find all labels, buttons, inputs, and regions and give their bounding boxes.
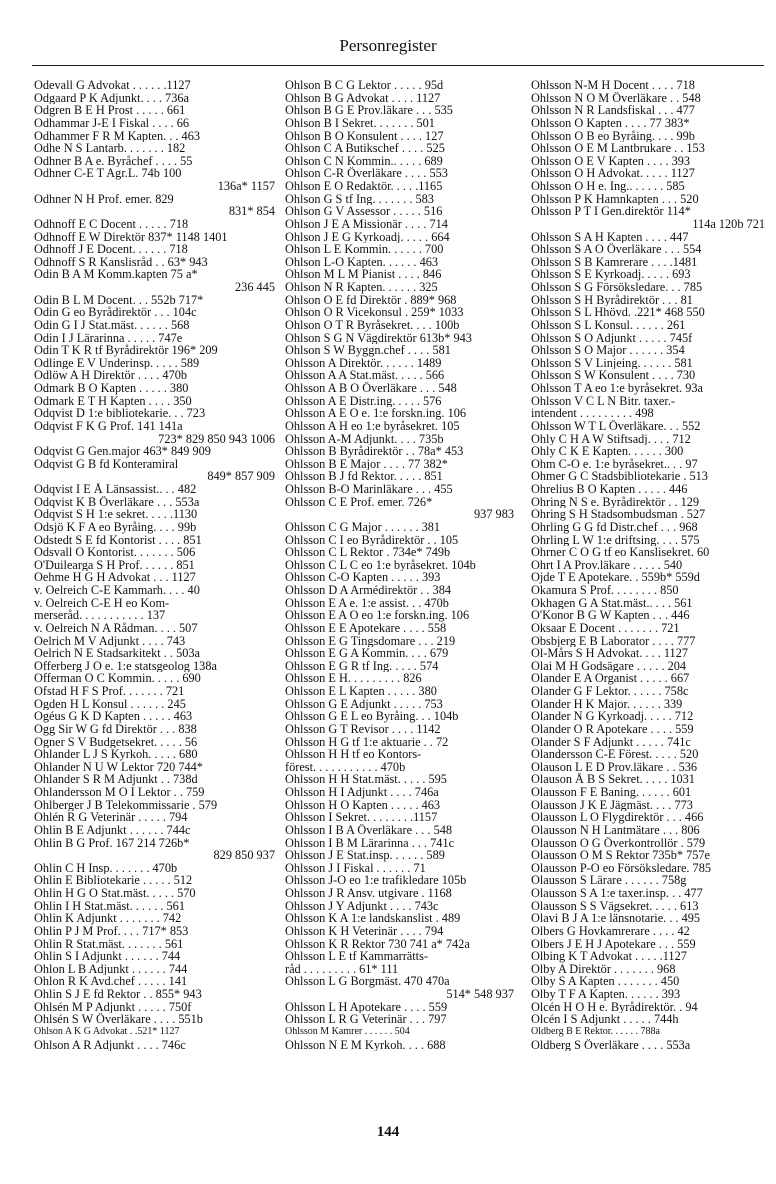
register-entry: Ol-Mårs S H Advokat. . . . 1127: [531, 647, 689, 660]
register-entry: Olausson L O Flygdirektör . . . 466: [531, 811, 704, 824]
register-entry: Ohlsson O E V Kapten . . . . 393: [531, 154, 691, 168]
register-entry: Olander H K Major. . . . . . 339: [531, 697, 683, 711]
register-entry: Olcén H O H e. Byrådirektör. . 94: [531, 1000, 698, 1014]
register-entry: Ohlin P J M Prof. . . . 717* 853: [34, 924, 189, 938]
register-entry: Ohring S H Stadsombudsman . 527: [531, 508, 706, 521]
register-entry: Ohlsson S L Konsul. . . . . . 261: [531, 318, 686, 332]
register-entry: Ohlsson S O Major . . . . . . 354: [531, 344, 685, 357]
register-entry: Ohlsson B E Major . . . . 77 382*: [285, 457, 448, 471]
register-entry: Oksaar E Docent . . . . . . . 721: [531, 621, 680, 635]
register-entry: Ohlsson A E O e. 1:e forskn.ing. 106: [285, 407, 467, 420]
register-entry: Odhammer F R M Kapten. . . 463: [34, 129, 200, 143]
register-entry: Odhner N H Prof. emer. 829: [34, 192, 174, 206]
register-entry: Olby A Direktör . . . . . . . 968: [531, 962, 676, 976]
register-entry: Ohlsson S V Linjeing. . . . . . 581: [531, 356, 693, 370]
register-entry: Ohlsson P K Hamnkapten . . . 520: [531, 192, 699, 206]
register-entry: Odhammar J-E I Fiskal . . . . 66: [34, 116, 190, 130]
register-entry: Ohlson M L M Pianist . . . . 846: [285, 268, 442, 281]
page-title: Personregister: [339, 36, 437, 55]
register-entry: 849* 857 909: [207, 470, 275, 483]
register-entry: Olauson Å B S Sekret. . . . . 1031: [531, 773, 695, 786]
register-entry: Ohrner C O G tf eo Kanslisekret. 60: [531, 546, 710, 559]
register-entry: Ohlsson N O M Överläkare . . 548: [531, 91, 701, 105]
register-entry: Ofstad H F S Prof. . . . . . . 721: [34, 685, 185, 698]
register-entry: Ohlin S J E fd Rektor . . 855* 943: [34, 988, 202, 1001]
page-number: 144: [376, 1124, 400, 1140]
register-entry: Olby T F A Kapten. . . . . . 393: [531, 988, 681, 1001]
register-entry: Ohlsson C-O Kapten . . . . . 393: [285, 571, 441, 584]
register-entry: Ohlson L E Kommin. . . . . . 700: [285, 243, 444, 256]
register-entry: Ohlson O E fd Direktör . 889* 968: [285, 293, 457, 307]
register-entry: Ohlsson E H. . . . . . . . . 826: [285, 672, 422, 685]
register-entry: Ohlsson J E Stat.insp. . . . . . 589: [285, 849, 445, 862]
register-entry: Odsvall O Kontorist. . . . . . . 506: [34, 546, 196, 559]
register-entry: Ohlin I H Stat.mäst. . . . . . 561: [34, 899, 185, 913]
register-entry: Ohlsson J R Ansv. utgivare . 1168: [285, 887, 452, 900]
register-entry: Odqvist F K G Prof. 141 141a: [34, 419, 183, 433]
register-entry: Ohlsson H G tf 1:e aktuarie . . 72: [285, 735, 449, 749]
register-entry: Odhnoff S R Kanslisråd . . 63* 943: [34, 255, 208, 269]
register-column-2: [285, 79, 514, 1051]
register-entry: Olausson S S Vägsekret. . . . . 613: [531, 899, 699, 913]
register-entry: Oldberg B E Rektor. . . . . . 788a: [531, 1025, 660, 1037]
register-entry: Ohlsson W T L Överläkare. . . 552: [531, 419, 701, 433]
register-entry: Ohlson B I Sekret. . . . . . . 501: [285, 116, 435, 130]
register-entry: Ohlsson L H Apotekare . . . . 559: [285, 1000, 448, 1014]
register-entry: Ohlsson S A O Överläkare . . . 554: [531, 243, 702, 256]
register-entry: Ohlsson A A Stat.mäst. . . . . 566: [285, 369, 445, 382]
register-entry: Odhe N S Lantarb. . . . . . . 182: [34, 142, 186, 155]
register-entry: Ohlsson G E Adjunkt . . . . . 753: [285, 697, 443, 711]
register-entry: Ohlsson A Direktör. . . . . . 1489: [285, 356, 442, 370]
register-entry: Ohlson B O Konsulent . . . . 127: [285, 129, 444, 143]
register-entry: 236 445: [235, 281, 275, 294]
register-entry: förest. . . . . . . . . . . 470b: [285, 760, 406, 774]
register-entry: Olauson L E D Prov.läkare . . 536: [531, 760, 698, 774]
register-entry: 937 983: [474, 508, 514, 521]
register-entry: Ohlin K Adjunkt . . . . . . . 742: [34, 912, 182, 925]
register-entry: Olandersson C-E Förest. . . . . 520: [531, 748, 699, 761]
register-entry: Ohlsson H O Kapten . . . . . 463: [285, 798, 441, 812]
register-entry: Ohlsson S L Hhövd. .221* 468 550: [531, 306, 705, 319]
register-entry: Ohlsson B J fd Rektor. . . . . 851: [285, 470, 443, 483]
register-entry: Ohlson L-O Kapten. . . . . . 463: [285, 255, 439, 269]
register-entry: 831* 854: [228, 205, 275, 218]
register-entry: Ohlsson T A eo 1:e byråsekret. 93a: [531, 382, 704, 395]
register-entry: Ohlsén M P Adjunkt . . . . . 750f: [34, 1000, 192, 1014]
register-entry: Ohlsson C L C eo 1:e byråsekret. 104b: [285, 558, 476, 572]
register-entry: Ohlsson O H Advokat. . . . . 1127: [531, 167, 695, 180]
register-entry: Odin B A M Komm.kapten 75 a*: [34, 268, 198, 281]
register-entry: Ohlsson S A H Kapten . . . . 447: [531, 230, 689, 244]
register-entry: Ohring N S e. Byrådirektör . . 129: [531, 495, 700, 509]
register-entry: Ohlon L B Adjunkt . . . . . . 744: [34, 962, 188, 976]
register-entry: Odin I J Lärarinna . . . . . 747e: [34, 331, 183, 345]
register-entry: Olavi B J A 1:e länsnotarie. . . 495: [531, 912, 701, 925]
register-entry: Olbers J E H J Apotekare . . . 559: [531, 937, 696, 951]
register-entry: Ohlsson K A 1:e landskanslist . 489: [285, 912, 461, 925]
register-entry: Ohlin B E Adjunkt . . . . . . 744c: [34, 823, 191, 837]
register-entry: Olausson F E Baning. . . . . . 601: [531, 786, 692, 799]
register-entry: Ohlin H G O Stat.mäst. . . . . 570: [34, 887, 196, 900]
register-entry: Ojde T E Apotekare. . 559b* 559d: [531, 571, 700, 584]
register-entry: Ohrling L W 1:e driftsing. . . . 575: [531, 533, 700, 547]
register-entry: Ohlson G V Assessor . . . . . 516: [285, 205, 443, 218]
register-entry: Ohlsson J Y Adjunkt . . . . 743c: [285, 899, 439, 913]
register-entry: Obsbjerg E B Laborator . . . . 777: [531, 634, 696, 648]
register-entry: Ohlsson S B Kamrerare . . . .1481: [531, 255, 698, 269]
register-entry: Olander O R Apotekare . . . . 559: [531, 722, 694, 736]
register-entry: Offerberg J O e. 1:e statsgeolog 138a: [34, 659, 217, 673]
register-entry: Ohlsson I B M Lärarinna . . . 741c: [285, 836, 455, 850]
register-entry: Ohlsson A B O Överläkare . . . 548: [285, 382, 457, 395]
register-entry: Ogéus G K D Kapten . . . . . 463: [34, 710, 193, 723]
register-entry: Ohlin B G Prof. 167 214 726b*: [34, 836, 190, 850]
register-entry: Odlinge E V Underinsp. . . . . 589: [34, 356, 200, 370]
register-entry: Ohlson O T R Byråsekret. . . . 100b: [285, 318, 460, 332]
register-entry: Ohlander S R M Adjunkt . . 738d: [34, 773, 198, 786]
register-entry: Ogg Sir W G fd Direktör . . . 838: [34, 722, 197, 736]
register-entry: O'Konor B G W Kapten . . . 446: [531, 609, 690, 622]
register-entry: Odin B L M Docent. . . 552b 717*: [34, 293, 204, 307]
register-entry: Ohlsson M Kamrer . . . . . . 504: [285, 1025, 410, 1037]
register-entry: Ohlsson J-O eo 1:e trafikledare 105b: [285, 874, 467, 887]
register-entry: Ohlberger J B Telekommissarie . 579: [34, 798, 218, 812]
register-entry: Ohlson B G Advokat . . . . 1127: [285, 91, 441, 105]
register-entry: Ohlsson H H Stat.mäst. . . . . 595: [285, 773, 447, 786]
register-entry: v. Oelreich C-E H eo Kom-: [34, 596, 170, 610]
register-entry: Ohlsson D A Armédirektör . . 384: [285, 584, 452, 597]
register-entry: Olander G F Lektor. . . . . . 758c: [531, 685, 689, 698]
register-entry: Ohlsson S W Konsulent . . . . 730: [531, 369, 696, 382]
register-entry: 723* 829 850 943 1006: [158, 432, 275, 446]
register-entry: Ohlsson K R Rektor 730 741 a* 742a: [285, 937, 470, 951]
register-entry: Ohlsson K H Veterinär . . . . 794: [285, 924, 444, 938]
register-entry: Ohlsson L R G Veterinär . . . 797: [285, 1013, 447, 1026]
register-entry: O'Duilearga S H Prof. . . . . . 851: [34, 558, 195, 572]
register-entry: Ohlsson I Sekret. . . . . . . .1157: [285, 811, 438, 824]
register-entry: intendent . . . . . . . . . 498: [531, 407, 654, 420]
register-entry: Ohrt I A Prov.läkare . . . . . 540: [531, 558, 683, 572]
register-entry: Ohlson J E G Kyrkoadj. . . . . 664: [285, 230, 450, 244]
register-entry: Ohlsson B-O Marinläkare . . . 455: [285, 483, 453, 496]
register-entry: Ohlsson H H tf eo Kontors-: [285, 748, 422, 761]
register-entry: Ohlsson J I Fiskal . . . . . . 71: [285, 861, 426, 875]
register-entry: Ohlsson O E M Lantbrukare . . 153: [531, 142, 705, 155]
register-entry: Ohlander L J S Kyrkoh. . . . . 680: [34, 748, 198, 761]
register-entry: Ohlson C N Kommin.. . . . . 689: [285, 154, 443, 168]
register-entry: Olausson S A 1:e taxer.insp. . . 477: [531, 887, 703, 900]
register-entry: Odhner B A e. Byråchef . . . . 55: [34, 154, 193, 168]
register-entry: Ohlsson A E Distr.ing. . . . . 576: [285, 394, 442, 408]
register-entry: Ohlsson G E L eo Byråing. . . 104b: [285, 710, 459, 723]
register-entry: Ohlson S G N Vägdirektör 613b* 943: [285, 331, 472, 345]
register-entry: Odqvist G B fd Konteramiral: [34, 457, 179, 471]
register-entry: v. Oelreich N A Rådman. . . . 507: [34, 621, 198, 635]
register-entry: Oelrich M V Adjunkt . . . . 743: [34, 634, 186, 648]
register-entry: Ohlson C A Butikschef . . . . 525: [285, 142, 445, 155]
register-entry: Ohlsson A-M Adjunkt. . . . 735b: [285, 432, 444, 446]
register-entry: 514* 548 937: [446, 988, 514, 1001]
register-entry: Odhnoff E W Direktör 837* 1148 1401: [34, 230, 228, 244]
register-entry: Olausson S Lärare . . . . . . 758g: [531, 874, 687, 887]
register-entry: Ohly C H A W Stiftsadj. . . . 712: [531, 432, 691, 446]
register-entry: Ohly C K E Kapten. . . . . . 300: [531, 445, 684, 458]
register-entry: Olander N G Kyrkoadj. . . . . 712: [531, 710, 694, 723]
register-entry: Olausson O G Överkontrollör . 579: [531, 836, 706, 850]
register-entry: Ohlin E Bibliotekarie . . . . . 512: [34, 874, 193, 887]
register-entry: Olander S F Adjunkt . . . . . 741c: [531, 735, 691, 749]
register-entry: Ohlsson C I eo Byrådirektör . . 105: [285, 533, 459, 547]
register-entry: Ohlson A K G Advokat . .521* 1127: [34, 1025, 180, 1037]
register-entry: Ohlander N U W Lektor 720 744*: [34, 760, 203, 774]
register-entry: merseråd. . . . . . . . . . . 137: [34, 609, 166, 622]
register-entry: Odmark B O Kapten . . . . . 380: [34, 382, 189, 395]
register-entry: 114a 120b 721: [692, 217, 765, 231]
register-entry: Odevall G Advokat . . . . . .1127: [34, 79, 191, 92]
register-entry: Ohlson A R Adjunkt . . . . 746c: [34, 1038, 186, 1052]
register-entry: Ohlsson S E Kyrkoadj. . . . . 693: [531, 268, 691, 281]
register-entry: Ohlsson B Byrådirektör . . 78a* 453: [285, 445, 464, 458]
register-entry: Ohlin R Stat.mäst. . . . . . . 561: [34, 937, 184, 951]
register-entry: Olausson P-O eo Försöksledare. 785: [531, 861, 711, 875]
register-entry: Ohlin C H Insp. . . . . . . 470b: [34, 861, 178, 875]
register-entry: Odqvist I E Å Länsassist.. . . 482: [34, 483, 197, 496]
register-entry: Odhnoff J E Docent. . . . . . 718: [34, 243, 188, 256]
register-entry: Olcén I S Adjunkt . . . . . 744h: [531, 1013, 679, 1026]
register-entry: 136a* 1157: [217, 180, 275, 193]
register-entry: Odin T K R tf Byrådirektör 196* 209: [34, 344, 218, 357]
register-entry: Ohlsson E G A Kommin. . . . 679: [285, 647, 449, 660]
register-column-3: [531, 79, 765, 1051]
register-entry: Ohlsson N E M Kyrkoh. . . . 688: [285, 1038, 446, 1052]
register-entry: v. Oelreich C-E Kammarh. . . . 40: [34, 584, 200, 597]
register-entry: Olausson N H Lantmätare . . . 806: [531, 823, 700, 837]
register-entry: Ohlsson E E Apotekare . . . . 558: [285, 621, 447, 635]
register-entry: Odstedt S E fd Kontorist . . . . 851: [34, 533, 202, 547]
register-entry: Ohm C-O e. 1:e byråsekret.. . . 97: [531, 457, 698, 471]
register-entry: Ohlsson E A O eo 1:e forskn.ing. 106: [285, 609, 470, 622]
register-entry: 829 850 937: [213, 849, 275, 862]
register-entry: Odhnoff E C Docent . . . . . 718: [34, 217, 189, 231]
register-entry: Ohlsson I B A Överläkare . . . 548: [285, 823, 453, 837]
register-entry: Ohlin S I Adjunkt . . . . . . 744: [34, 950, 181, 963]
register-entry: Oehme H G H Advokat . . . 1127: [34, 571, 196, 584]
register-entry: Odgren B E H Prost . . . . . 661: [34, 104, 186, 117]
register-column-1: [34, 79, 275, 1051]
register-entry: Ohlson J E A Missionär . . . . 714: [285, 217, 448, 231]
register-entry: Odin G I J Stat.mäst. . . . . . 568: [34, 318, 190, 332]
register-entry: Okhagen G A Stat.mäst.. . . . 561: [531, 596, 693, 610]
register-entry: Ohlsson O H e. Ing.. . . . . . 585: [531, 180, 685, 193]
register-entry: Ohlson G S tf Ing. . . . . . . 583: [285, 192, 434, 206]
register-entry: Odqvist D 1:e bibliotekarie. . . 723: [34, 407, 206, 420]
register-entry: Ohlsson A H eo 1:e byråsekret. 105: [285, 419, 460, 433]
register-entry: Odqvist G Gen.major 463* 849 909: [34, 445, 211, 458]
register-entry: Olausson J K E Jägmäst. . . . 773: [531, 798, 693, 812]
register-entry: Offerman O C Kommin. . . . . 690: [34, 672, 201, 685]
register-entry: Ohlsson S G Försöksledare. . . 785: [531, 281, 703, 294]
register-entry: Ohlsson V C L N Bitr. taxer.-: [531, 394, 675, 408]
register-entry: Ohlandersson M O I Lektor . . 759: [34, 786, 205, 799]
register-entry: Ohlsson P T I Gen.direktör 114*: [531, 205, 691, 218]
header-rule: [32, 65, 764, 66]
register-entry: Ohlson O R Vicekonsul . 259* 1033: [285, 306, 464, 319]
register-entry: Oelrich N E Stadsarkitekt . . 503a: [34, 647, 200, 660]
register-entry: Ohlsson L E tf Kammarrätts-: [285, 950, 428, 963]
register-entry: Ohlsson E L Kapten . . . . . 380: [285, 685, 437, 698]
register-entry: Odqvist S H 1:e sekret. . . . .1130: [34, 508, 198, 521]
register-entry: Ohlsson E G R tf Ing. . . . . 574: [285, 659, 439, 673]
register-entry: Odmark E T H Kapten . . . . 350: [34, 394, 192, 408]
register-entry: Ohrelius B O Kapten . . . . . 446: [531, 483, 688, 496]
register-entry: Ohlsson N R Landsfiskal . . . 477: [531, 104, 695, 117]
register-entry: Ohrling G G fd Distr.chef . . . 968: [531, 520, 698, 534]
register-entry: Olby S A Kapten . . . . . . . 450: [531, 975, 680, 988]
register-entry: råd . . . . . . . . . 61* 111: [285, 962, 399, 976]
register-entry: Odgaard P K Adjunkt. . . . 736a: [34, 91, 189, 105]
register-entry: Ohlsson H I Adjunkt . . . . 746a: [285, 786, 439, 799]
register-entry: Ohlsson N-M H Docent . . . . 718: [531, 79, 695, 92]
register-entry: Olander E A Organist . . . . . 667: [531, 672, 690, 685]
register-entry: Ohlson B C G Lektor . . . . . 95d: [285, 79, 444, 92]
register-entry: Oldberg S Överläkare . . . . 553a: [531, 1038, 691, 1052]
register-entry: Ohlsson S H Byrådirektör . . . 81: [531, 293, 693, 307]
register-entry: Ohlson B G E Prov.läkare . . . 535: [285, 104, 453, 117]
register-entry: Ogden H L Konsul . . . . . . 245: [34, 697, 186, 711]
register-entry: Ohlon R K Avd.chef . . . . . 141: [34, 975, 188, 988]
register-entry: Ohlsson O Kapten . . . . 77 383*: [531, 116, 690, 130]
register-entry: Ohlson E O Redaktör. . . . .1165: [285, 180, 443, 193]
register-entry: Olbers G Hovkamrerare . . . . 42: [531, 924, 690, 938]
register-entry: Ohmer G C Stadsbibliotekarie . 513: [531, 470, 708, 483]
register-entry: Ohlén R G Veterinär . . . . . 794: [34, 811, 188, 824]
register-entry: Ohlsson E A e. 1:e assist. . . 470b: [285, 596, 449, 610]
register-entry: Ohlsson S O Adjunkt . . . . . 745f: [531, 331, 693, 345]
register-entry: Ohlsson C L Rektor . 734e* 749b: [285, 546, 451, 559]
register-entry: Ohlsson C E Prof. emer. 726*: [285, 495, 433, 509]
register-entry: Ohlsson L G Borgmäst. 470 470a: [285, 975, 450, 988]
register-entry: Ohlson S W Byggn.chef . . . . 581: [285, 344, 451, 357]
register-entry: Odhner C-E T Agr.L. 74b 100: [34, 167, 182, 180]
register-entry: Olausson O M S Rektor 735b* 757e: [531, 849, 710, 862]
register-entry: Odsjö K F A eo Byråing. . . . 99b: [34, 520, 197, 534]
register-entry: Odlöw A H Direktör . . . . 470b: [34, 369, 188, 382]
register-entry: Odin G eo Byrådirektör . . . 104c: [34, 306, 197, 319]
register-entry: Ohlsson C G Major . . . . . . 381: [285, 520, 441, 534]
register-entry: Ohlsson G T Revisor . . . . 1142: [285, 722, 441, 736]
register-entry: Ohlsén S W Överläkare . . . . 551b: [34, 1013, 203, 1026]
register-entry: Ohlson C-R Överläkare . . . . 553: [285, 167, 448, 180]
register-entry: Ohlsson O B eo Byråing. . . . 99b: [531, 129, 695, 143]
register-entry: Okamura S Prof. . . . . . . . 850: [531, 584, 679, 597]
register-entry: Ogner S V Budgetsekret. . . . . 56: [34, 735, 198, 749]
register-entry: Ohlsson E G Tingsdomare . . . 219: [285, 634, 456, 648]
register-entry: Olai M H Godsägare . . . . . 204: [531, 659, 687, 673]
register-entry: Olbing K T Advokat . . . . .1127: [531, 950, 687, 963]
register-entry: Odqvist K B Överläkare . . . 553a: [34, 495, 200, 509]
register-entry: Ohlson N R Kapten. . . . . . 325: [285, 281, 438, 294]
